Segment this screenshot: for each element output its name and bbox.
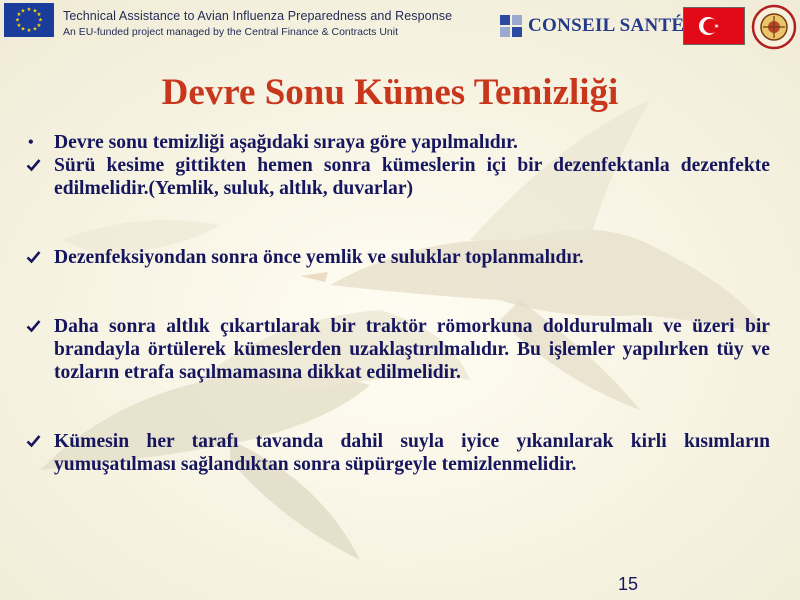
svg-text:★: ★: [20, 26, 26, 33]
list-item-text: Daha sonra altlık çıkartılarak bir traktör römorkuna doldurulmalı ve üzeri bir brandayla örtülerek kümeslerden uzaklaştırılmalıdır. Bu işlemler yapılırken tüy ve tozların etrafa saçılmamasına dikkat edilmelidir.: [54, 316, 770, 383]
list-item-text: Sürü kesime gittikten hemen sonra kümeslerin içi bir dezenfektanla dezenfekte edilmelidir.(Yemlik, suluk, altlık, duvarlar): [54, 155, 770, 199]
checkmark-icon: [26, 315, 50, 338]
ministry-seal-icon: [751, 4, 797, 50]
conseil-sante-logo: [497, 12, 685, 42]
list-item: [26, 315, 770, 384]
svg-text:★: ★: [36, 12, 42, 18]
eu-flag-icon: [4, 3, 54, 37]
list-item-text: Dezenfeksiyondan sonra önce yemlik ve suluklar toplanmalıdır.: [54, 247, 584, 268]
checkmark-icon: [26, 430, 50, 453]
svg-text:★: ★: [38, 17, 43, 24]
svg-text:★: ★: [15, 17, 20, 24]
checkmark-icon: [26, 246, 50, 269]
header-banner: [0, 0, 800, 50]
project-subtitle: An EU-funded project managed by the Central Finance & Contracts Unit: [63, 26, 399, 38]
list-item: [26, 246, 770, 269]
list-item: [26, 430, 770, 476]
svg-text:★: ★: [16, 12, 22, 18]
svg-text:★: ★: [36, 23, 42, 29]
list-item-text: Kümesin her tarafı tavanda dahil suyla iyice yıkanılarak kirli kısımların yumuşatılması sağlandıktan sonra süpürgeyle temizlenmelidir.: [54, 431, 770, 475]
svg-text:★: ★: [16, 23, 22, 29]
bullet-icon: •: [28, 134, 34, 151]
list-item: [26, 131, 770, 154]
slide-content: [26, 131, 770, 476]
page-number: 15: [618, 574, 639, 594]
checkmark-icon: [26, 154, 50, 177]
svg-text:★: ★: [26, 28, 32, 34]
svg-text:★: ★: [32, 26, 38, 33]
svg-text:★: ★: [26, 7, 32, 13]
project-title: Technical Assistance to Avian Influenza Preparedness and Response: [63, 9, 453, 23]
svg-text:★: ★: [32, 8, 38, 15]
list-item: [26, 154, 770, 200]
svg-text:★: ★: [20, 8, 26, 15]
slide-title: Devre Sonu Kümes Temizliği: [161, 72, 619, 113]
turkey-flag-icon: [683, 7, 745, 45]
conseil-sante-logo-text: CONSEIL SANTÉ: [528, 15, 685, 36]
list-item-text: Devre sonu temizliği aşağıdaki sıraya göre yapılmalıdır.: [54, 132, 518, 153]
